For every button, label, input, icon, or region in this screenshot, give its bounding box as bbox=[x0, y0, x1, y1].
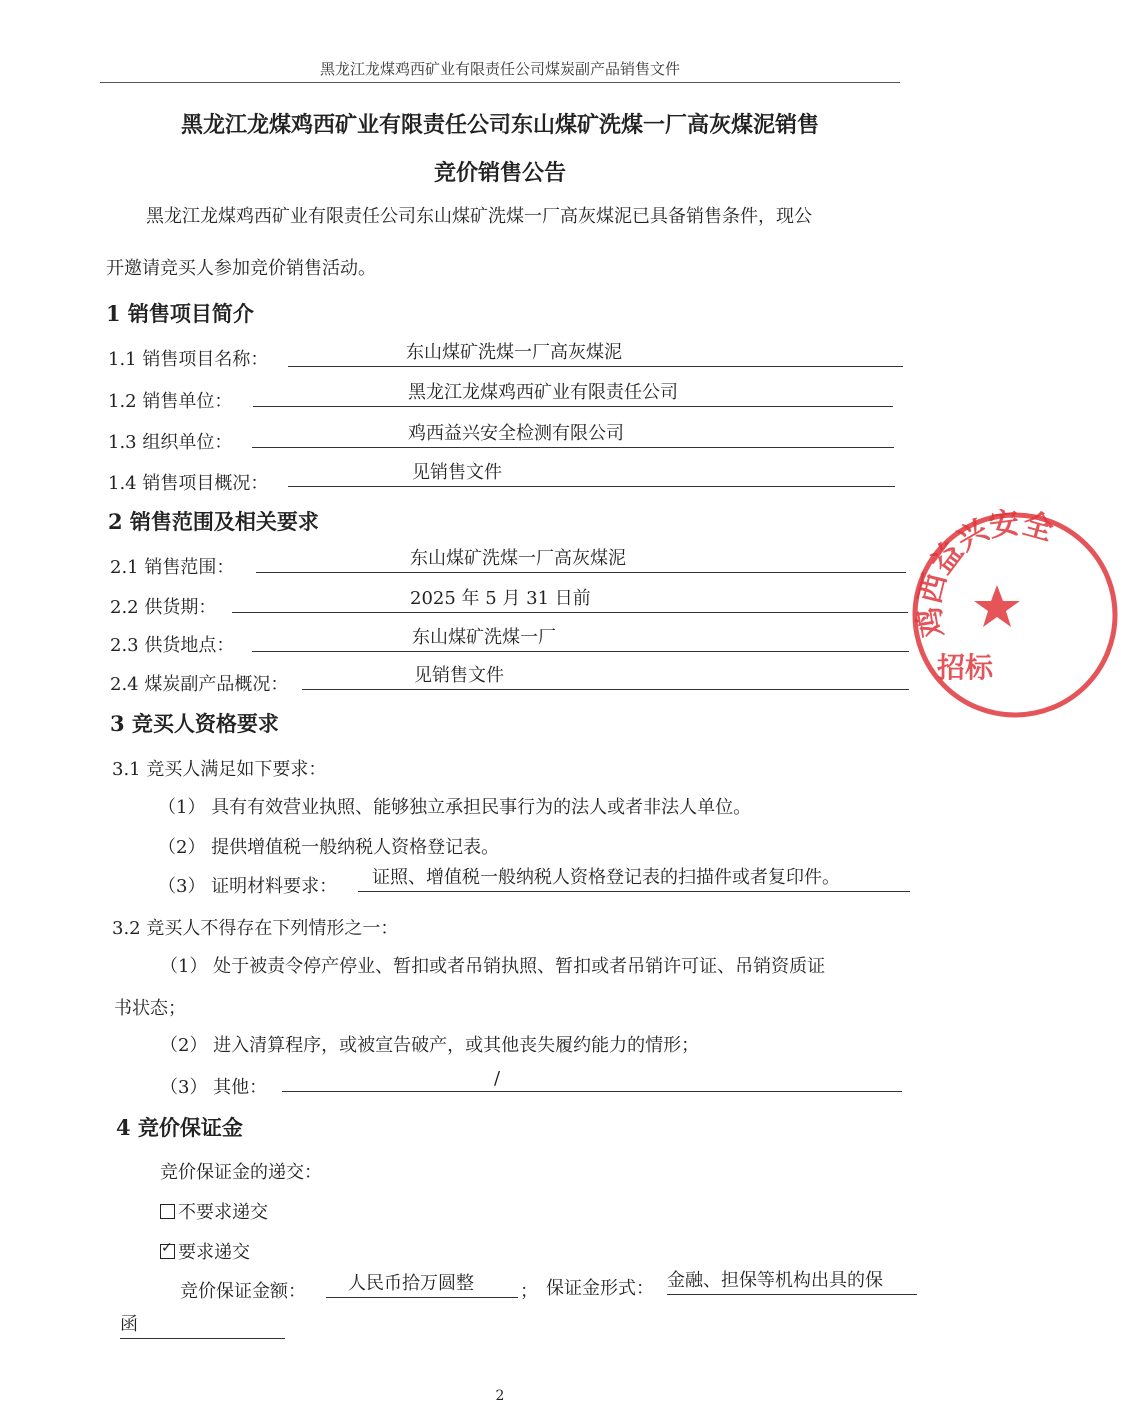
s3-sub1: 3.1 竞买人满足如下要求： bbox=[112, 759, 327, 780]
section4-heading: 4 竞价保证金 bbox=[116, 1115, 243, 1140]
s4-option-not-required bbox=[160, 1198, 268, 1224]
s2-item2-value: 2025 年 5 月 31 日前 bbox=[410, 588, 591, 609]
s2-item3-field bbox=[252, 625, 909, 652]
s1-item3-label: 1.3 组织单位： bbox=[108, 432, 233, 453]
s4-opt1-label: 不要求递交 bbox=[178, 1202, 268, 1223]
s1-item4-value: 见销售文件 bbox=[412, 462, 502, 483]
page-title-line2: 竞价销售公告 bbox=[433, 160, 566, 186]
s1-item2-label: 1.2 销售单位： bbox=[108, 391, 233, 412]
s3-ex1-line1: （1） 处于被责令停产停业、暂扣或者吊销执照、暂扣或者吊销许可证、吊销资质证 bbox=[160, 956, 826, 977]
s3-ex2: （2） 进入清算程序，或被宣告破产，或其他丧失履约能力的情形； bbox=[160, 1035, 700, 1056]
s3-req3-value: 证照、增值税一般纳税人资格登记表的扫描件或者复印件。 bbox=[372, 867, 840, 888]
s4-form-label: 保证金形式： bbox=[546, 1278, 654, 1299]
s4-option-required bbox=[160, 1238, 250, 1264]
s1-item2-value: 黑龙江龙煤鸡西矿业有限责任公司 bbox=[408, 382, 678, 403]
s3-req2: （2） 提供增值税一般纳税人资格登记表。 bbox=[158, 837, 500, 858]
s4-form-cont: 函 bbox=[120, 1314, 138, 1335]
page-title-line1: 黑龙江龙煤鸡西矿业有限责任公司东山煤矿洗煤一厂高灰煤泥销售 bbox=[180, 112, 819, 138]
s3-req3-label: （3） 证明材料要求： bbox=[158, 876, 338, 897]
s1-item4-field bbox=[288, 460, 895, 487]
document-header: 黑龙江龙煤鸡西矿业有限责任公司煤炭副产品销售文件 bbox=[319, 60, 680, 78]
s4-form-field bbox=[667, 1268, 917, 1295]
intro-line1: 黑龙江龙煤鸡西矿业有限责任公司东山煤矿洗煤一厂高灰煤泥已具备销售条件，现公 bbox=[146, 206, 812, 227]
s2-item2-field bbox=[232, 586, 908, 613]
svg-text:鸡西益兴安全 bbox=[912, 505, 1057, 639]
s1-item2-field bbox=[253, 380, 893, 407]
s2-item4-field bbox=[302, 663, 909, 690]
page-number: 2 bbox=[495, 1388, 505, 1404]
s4-amount-label: 竞价保证金额： bbox=[180, 1281, 306, 1302]
s1-item1-label: 1.1 销售项目名称： bbox=[108, 349, 269, 370]
s2-item4-label: 2.4 煤炭副产品概况： bbox=[110, 674, 289, 695]
checkbox-unchecked-icon bbox=[160, 1204, 175, 1219]
seal-subtext: 招标 bbox=[937, 651, 994, 684]
s3-sub2: 3.2 竞买人不得存在下列情形之一： bbox=[112, 918, 399, 939]
section2-heading: 2 销售范围及相关要求 bbox=[108, 509, 319, 534]
seal-text: 鸡西益兴安全 bbox=[912, 505, 1057, 640]
s3-ex1-line2: 书状态； bbox=[114, 998, 186, 1019]
s2-item1-value: 东山煤矿洗煤一厂高灰煤泥 bbox=[410, 548, 626, 569]
s2-item4-value: 见销售文件 bbox=[414, 665, 504, 686]
s1-item1-value: 东山煤矿洗煤一厂高灰煤泥 bbox=[406, 342, 622, 363]
s4-form-cont-field bbox=[120, 1312, 285, 1339]
s3-req1: （1） 具有有效营业执照、能够独立承担民事行为的法人或者非法人单位。 bbox=[158, 797, 752, 818]
s1-item3-value: 鸡西益兴安全检测有限公司 bbox=[408, 423, 624, 444]
s2-item3-label: 2.3 供货地点： bbox=[110, 635, 235, 656]
intro-line2: 开邀请竞买人参加竞价销售活动。 bbox=[106, 258, 376, 279]
s3-ex3-field bbox=[282, 1065, 902, 1092]
s1-item3-field bbox=[252, 421, 894, 448]
s2-item3-value: 东山煤矿洗煤一厂 bbox=[412, 627, 556, 648]
section1-heading: 1 销售项目简介 bbox=[106, 301, 254, 326]
s4-intro: 竞价保证金的递交： bbox=[160, 1162, 322, 1183]
company-seal bbox=[905, 505, 1125, 725]
s3-ex3-value: / bbox=[494, 1068, 501, 1089]
s3-req3-field bbox=[358, 865, 910, 892]
s4-opt2-label: 要求递交 bbox=[178, 1242, 250, 1263]
s4-separator: ； bbox=[520, 1281, 538, 1302]
s1-item4-label: 1.4 销售项目概况： bbox=[108, 473, 269, 494]
checkbox-checked-icon bbox=[160, 1244, 175, 1259]
seal-star-icon bbox=[974, 585, 1020, 627]
s2-item1-label: 2.1 销售范围： bbox=[110, 557, 235, 578]
s3-ex3-label: （3） 其他： bbox=[160, 1077, 268, 1098]
section3-heading: 3 竞买人资格要求 bbox=[110, 711, 279, 736]
s4-amount-value: 人民币拾万圆整 bbox=[348, 1273, 474, 1294]
s2-item1-field bbox=[256, 546, 906, 573]
s1-item1-field bbox=[288, 340, 903, 367]
s2-item2-label: 2.2 供货期： bbox=[110, 597, 217, 618]
header-rule bbox=[100, 82, 900, 83]
s4-form-value: 金融、担保等机构出具的保 bbox=[667, 1270, 883, 1291]
s4-amount-field bbox=[326, 1271, 518, 1298]
